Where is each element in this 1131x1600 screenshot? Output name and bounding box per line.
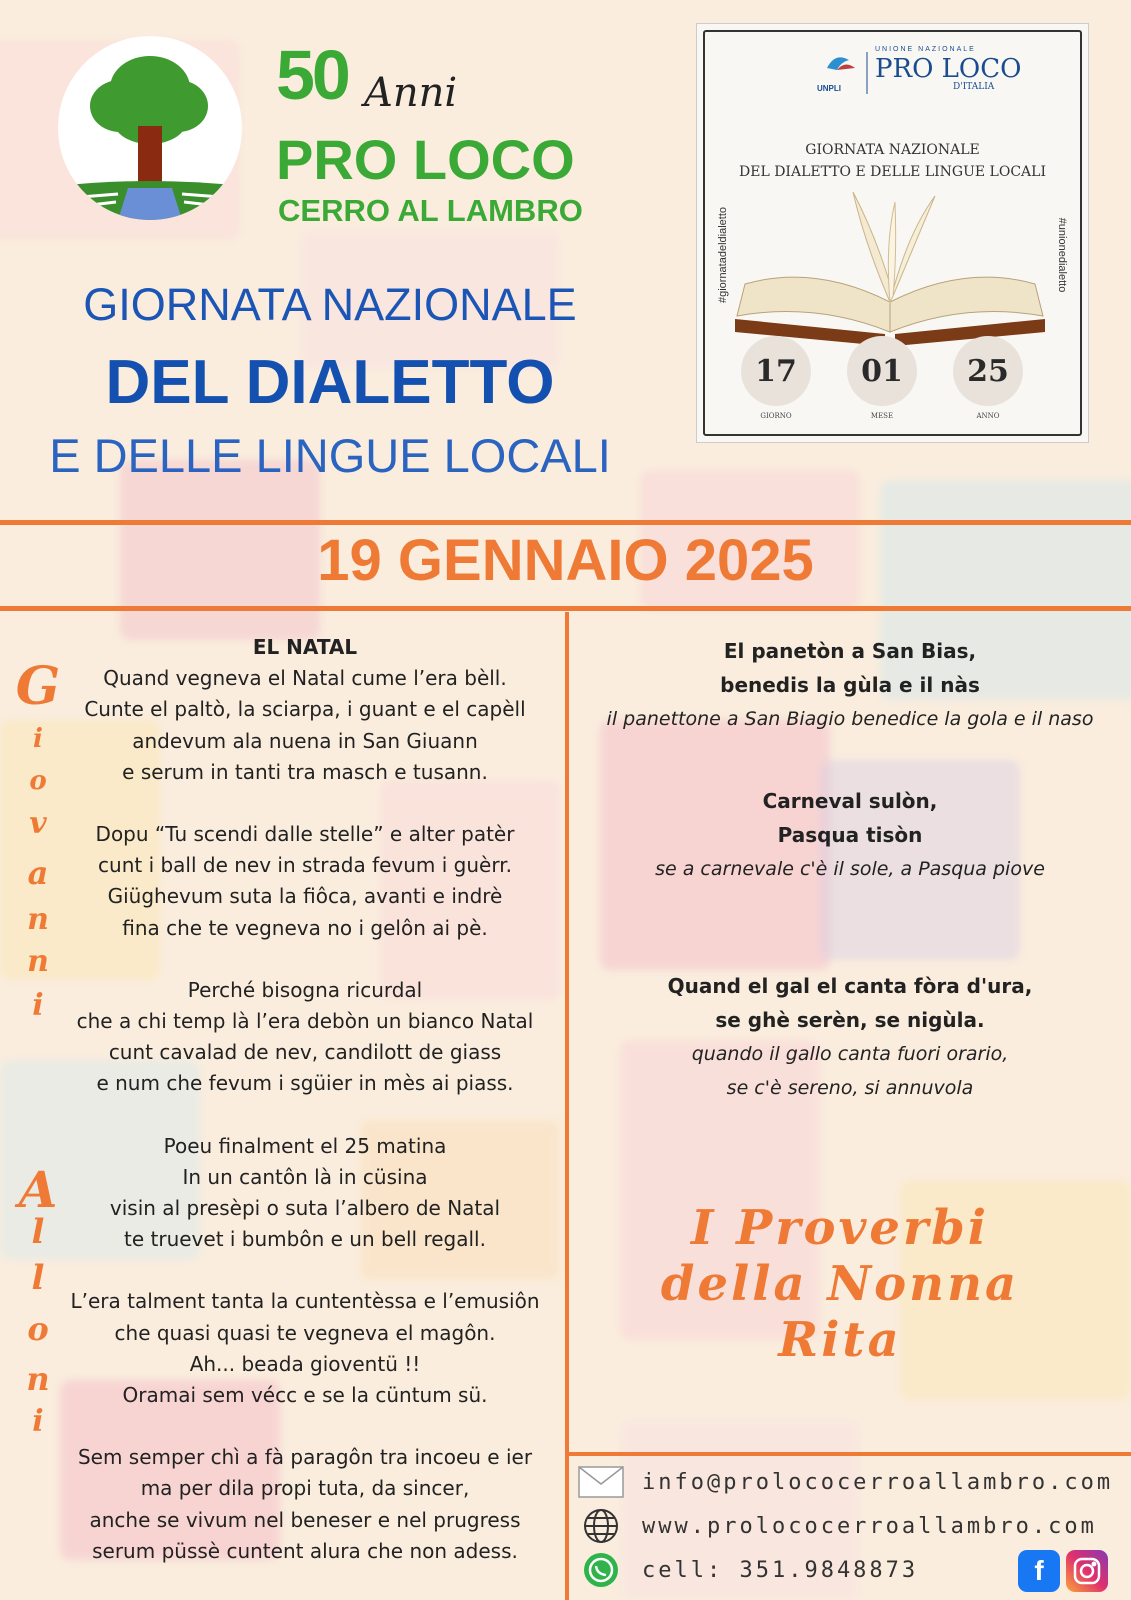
email-link[interactable]: info@prolococerroallambro.com <box>642 1469 1114 1495</box>
poem-line: fina che te vegneva no i gelôn ai pè. <box>122 915 488 940</box>
poem-line: Cunte el paltò, la sciarpa, i guant e el capèll <box>84 697 526 722</box>
author-letter: n <box>27 944 49 979</box>
website-link[interactable]: www.prolococerroallambro.com <box>642 1513 1097 1539</box>
proverb-dialect-line: benedis la gùla e il nàs <box>720 673 980 697</box>
poem-line: e num che fevum i sgüier in mès ai piass. <box>96 1071 514 1096</box>
hashtag-left: #giornatadeldialetto <box>717 206 729 304</box>
proverb-italian-line: se a carnevale c'è il sole, a Pasqua piove <box>655 858 1045 880</box>
poem-line: Ah... beada gioventü !! <box>189 1351 421 1376</box>
open-book-icon <box>725 184 1055 354</box>
poem-line: ma per dila propi tuta, da sincer, <box>140 1476 470 1501</box>
proverb-dialect-line: Carneval sulòn, <box>762 789 938 813</box>
nonna-line-1: I Proverbi <box>690 1200 990 1256</box>
contact-email[interactable] <box>578 1462 1114 1502</box>
proverb-dialect-line: Quand el gal el canta fòra d'ura, <box>667 974 1033 998</box>
unpli-event-card <box>697 24 1088 442</box>
card-title-line-2: DEL DIALETTO E DELLE LINGUE LOCALI <box>739 164 1046 180</box>
proverb-dialect-line: El panetòn a San Bias, <box>723 639 977 663</box>
poem-line: che quasi quasi te vegneva el magôn. <box>114 1320 496 1345</box>
author-letter: n <box>27 902 49 937</box>
unione-nazionale-label: UNIONE NAZIONALE <box>875 46 976 53</box>
fifty-years-number: 50 <box>276 36 348 114</box>
day-label: GIORNO <box>760 412 792 420</box>
poem-stanza <box>55 1131 555 1256</box>
month-value: 01 <box>847 336 917 406</box>
anni-label: Anni <box>364 70 458 116</box>
mail-icon <box>578 1464 624 1500</box>
author-letter: l <box>31 1212 45 1252</box>
author-letter: a <box>27 854 49 892</box>
poem-line: visin al presèpi o suta l’albero de Natal <box>109 1196 501 1221</box>
proverb-dialect-line: se ghè serèn, se nigùla. <box>715 1008 985 1032</box>
year-badge <box>953 336 1023 420</box>
poem-title: EL NATAL <box>252 635 358 659</box>
poem-line: cunt i ball de nev in strada fevum i guèrr. <box>98 853 512 878</box>
poem-line: anche se vivum nel beneser e nel prugress <box>89 1507 521 1532</box>
proverb-italian-line: quando il gallo canta fuori orario, <box>691 1043 1009 1065</box>
poem-line: andevum ala nuena in San Giuann <box>132 728 478 753</box>
hashtag-right: #unionedialetto <box>1056 217 1068 293</box>
poem-stanza <box>55 975 555 1100</box>
proverb-italian-line: se c'è sereno, si annuvola <box>726 1077 974 1099</box>
poem-line: e serum in tanti tra masch e tusann. <box>122 759 488 784</box>
poem-line: L’era talment tanta la cuntentèssa e l’emusiôn <box>70 1289 540 1314</box>
author-letter: A <box>18 1160 58 1219</box>
whatsapp-icon <box>578 1552 624 1588</box>
globe-icon <box>578 1508 624 1544</box>
day-value: 17 <box>741 336 811 406</box>
proverb-italian-line: il panettone a San Biagio benedice la gola e il naso <box>606 708 1094 730</box>
year-label: ANNO <box>976 412 1000 420</box>
month-badge <box>847 336 917 420</box>
proverb-dialect-line: Pasqua tisòn <box>777 823 923 847</box>
poem-stanza <box>55 1442 555 1567</box>
card-title-line-1: GIORNATA NAZIONALE <box>805 142 980 158</box>
poem-line: In un cantôn là in cüsina <box>182 1164 428 1189</box>
title-line-2: DEL DIALETTO <box>105 348 555 417</box>
proverb-2 <box>585 784 1115 886</box>
social-links <box>1018 1550 1108 1592</box>
poem-line: Poeu finalment el 25 matina <box>163 1133 447 1158</box>
author-letter: i <box>32 988 44 1023</box>
poem-line: che a chi temp là l’era debòn un bianco Natal <box>76 1009 534 1034</box>
contact-web[interactable] <box>578 1506 1098 1546</box>
title-line-1: GIORNATA NAZIONALE <box>83 279 577 330</box>
divider-top <box>0 520 1131 525</box>
author-letter: l <box>31 1258 45 1298</box>
pro-loco-card-label: PRO LOCO <box>875 54 1022 84</box>
author-letter: o <box>27 1310 49 1348</box>
author-letter: i <box>32 1404 44 1439</box>
author-letter: i <box>33 724 43 754</box>
poem-line: Dopu “Tu scendi dalle stelle” e alter patèr <box>95 822 515 847</box>
poem-line: Quand vegneva el Natal cume l’era bèll. <box>103 666 507 691</box>
poem-line: Perché bisogna ricurdal <box>187 977 423 1002</box>
poem-line: Sem semper chì a fà paragôn tra incoeu e ier <box>77 1445 533 1470</box>
year-value: 25 <box>953 336 1023 406</box>
nonna-rita-title <box>600 1200 1080 1368</box>
poem-line: te truevet i bumbôn e un bell regall. <box>124 1227 486 1252</box>
card-title <box>697 139 1088 183</box>
author-letter: o <box>29 766 47 796</box>
author-letter: G <box>15 656 61 717</box>
author-letter: n <box>26 1360 50 1398</box>
title-line-3: E DELLE LINGUE LOCALI <box>49 429 611 482</box>
month-label: MESE <box>870 412 894 420</box>
proverb-3 <box>585 969 1115 1105</box>
italia-label: D'ITALIA <box>953 82 995 92</box>
proverb-1 <box>585 634 1115 736</box>
day-badge <box>741 336 811 420</box>
nonna-line-3: Rita <box>778 1312 902 1368</box>
instagram-icon[interactable] <box>1066 1550 1108 1592</box>
poem-line: Giüghevum suta la fiôca, avanti e indrè <box>107 884 503 909</box>
poem-stanza <box>55 663 555 788</box>
poem-stanza <box>55 1286 555 1411</box>
poem-stanza <box>55 819 555 944</box>
town-name: CERRO AL LAMBRO <box>278 193 583 228</box>
divider-bottom <box>0 606 1131 611</box>
poem <box>55 632 555 1598</box>
poem-line: Oramai sem vécc e se la cüntum sü. <box>122 1383 488 1408</box>
tree-logo-icon <box>58 36 242 220</box>
pro-loco-logo <box>58 36 242 220</box>
author-letter: v <box>29 806 47 841</box>
poem-line: serum püssè cuntent alura che non adess. <box>92 1538 518 1563</box>
event-date: 19 GENNAIO 2025 <box>317 528 814 593</box>
contact-divider <box>565 1452 1131 1456</box>
unpli-label: UNPLI <box>817 84 841 93</box>
facebook-icon[interactable]: f <box>1018 1550 1060 1592</box>
poem-line: cunt cavalad de nev, candilott de giass <box>108 1040 502 1065</box>
nonna-line-2: della Nonna <box>660 1256 1020 1312</box>
phone-number[interactable]: cell: 351.9848873 <box>642 1557 919 1583</box>
pro-loco-title: PRO LOCO <box>276 128 575 191</box>
